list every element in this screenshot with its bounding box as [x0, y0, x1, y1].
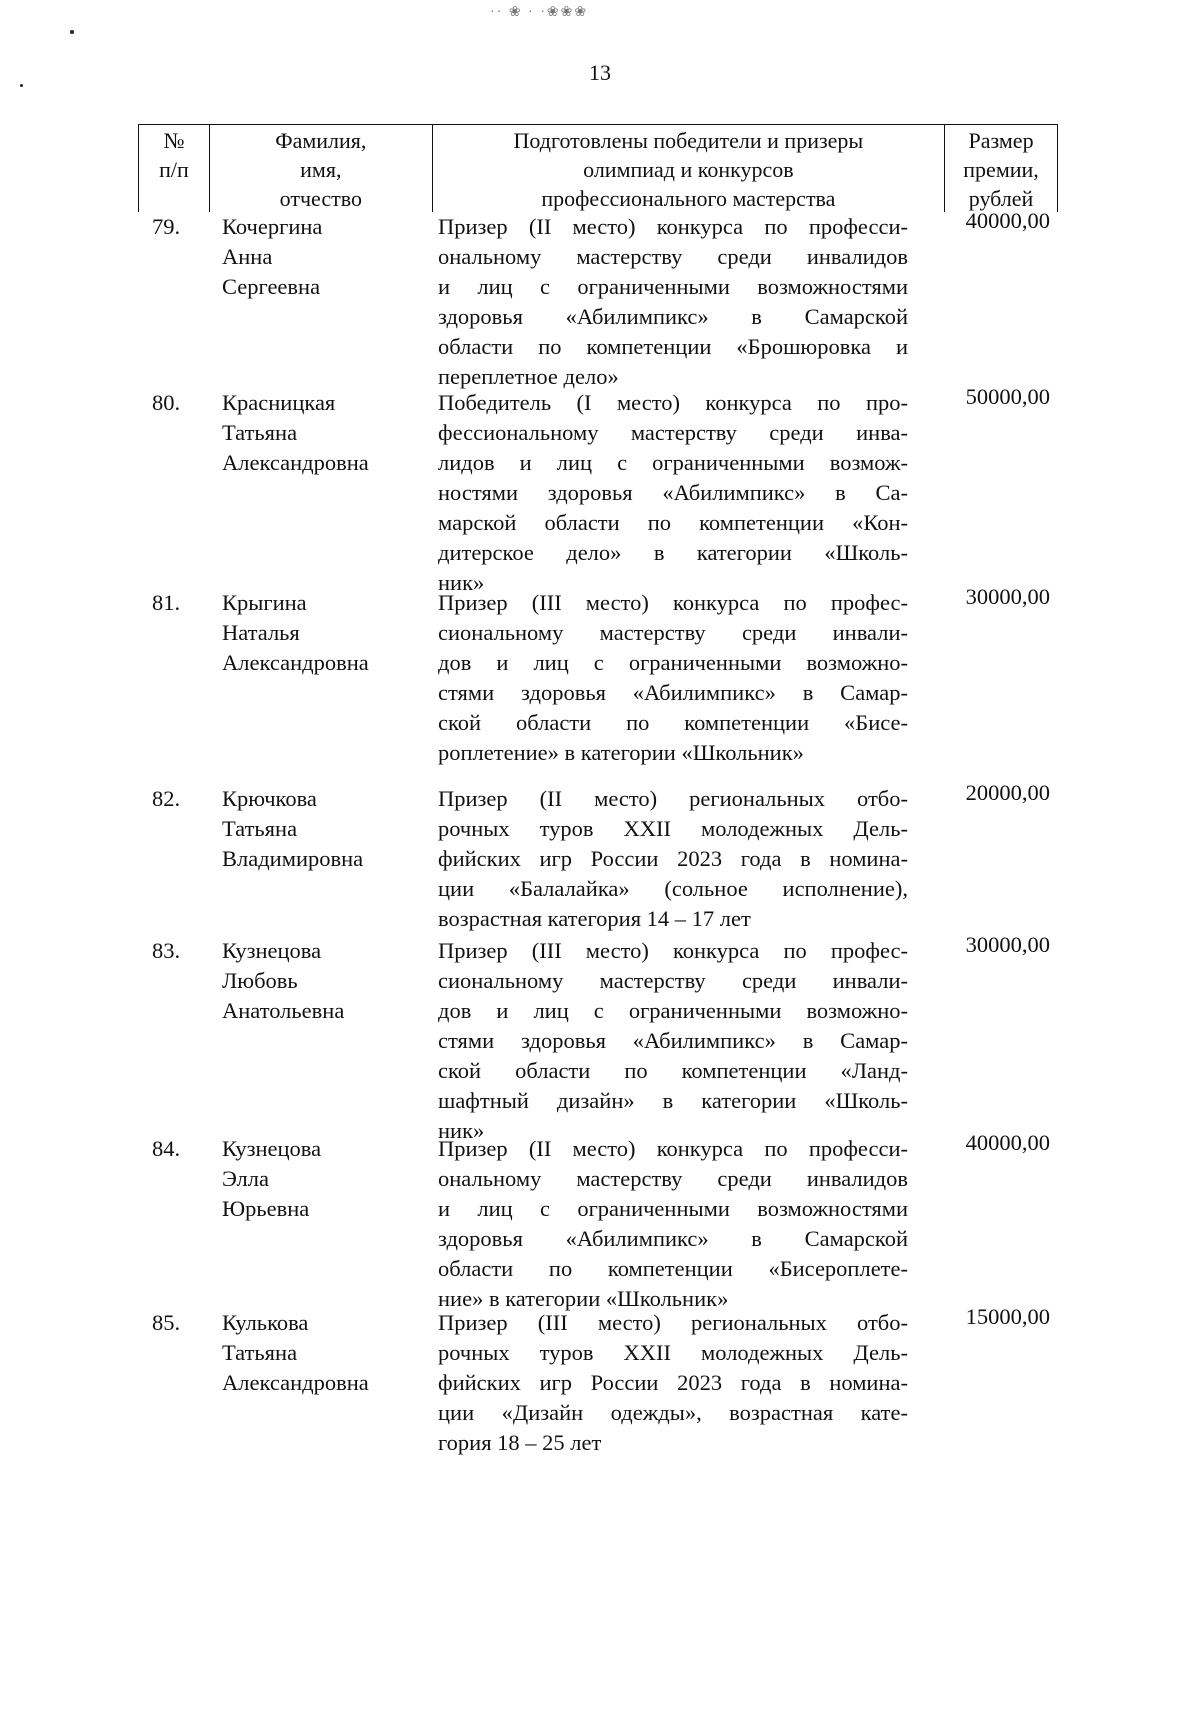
description-line: рочных туров XXII молодежных Дель-: [438, 816, 908, 841]
header-num: № п/п: [139, 125, 210, 212]
header-amount: Размер премии, рублей: [963, 128, 1039, 211]
name-part: Юрьевна: [222, 1196, 310, 1221]
description-line: ции «Балалайка» (сольное исполнение),: [438, 876, 908, 901]
description-line: и лиц с ограниченными возможностями: [438, 1196, 908, 1221]
description-line: Призер (III место) региональных отбо-: [438, 1310, 908, 1335]
description-line: ник»: [438, 1118, 485, 1143]
row-number: 84.: [152, 1136, 181, 1161]
description-line: ской области по компетенции «Ланд-: [438, 1058, 908, 1083]
page-number: 13: [589, 60, 611, 85]
description-line: ональному мастерству среди инвалидов: [438, 244, 908, 269]
description-line: ональному мастерству среди инвалидов: [438, 1166, 908, 1191]
name-part: Анатольевна: [222, 998, 345, 1023]
description-line: ции «Дизайн одежды», возрастная кате-: [438, 1400, 908, 1425]
description-line: роплетение» в категории «Школьник»: [438, 740, 804, 765]
description-line: дов и лиц с ограниченными возможно-: [438, 998, 908, 1023]
description-line: рочных туров XXII молодежных Дель-: [438, 1340, 908, 1365]
description-line: ние» в категории «Школьник»: [438, 1286, 729, 1311]
row-full-name: [222, 784, 363, 874]
row-number: 82.: [152, 786, 181, 811]
description-line: дитерское дело» в категории «Школь-: [438, 540, 908, 565]
name-part: Сергеевна: [222, 274, 321, 299]
name-part: Кузнецова: [222, 1136, 322, 1161]
name-part: Александровна: [222, 450, 369, 475]
name-part: Кочергина: [222, 214, 323, 239]
row-amount: 50000,00: [965, 384, 1050, 409]
row-description: [438, 388, 908, 598]
row-full-name: [222, 212, 322, 302]
header-name: Фамилия, имя, отчество: [210, 125, 433, 212]
name-part: Александровна: [222, 650, 369, 675]
row-description: [438, 1308, 908, 1458]
description-line: марской области по компетенции «Кон-: [438, 510, 908, 535]
description-line: сиональному мастерству среди инвали-: [438, 620, 908, 645]
description-line: Призер (III место) конкурса по профес-: [438, 938, 908, 963]
name-part: Владимировна: [222, 846, 364, 871]
name-part: Красницкая: [222, 390, 336, 415]
description-line: лидов и лиц с ограниченными возмож-: [438, 450, 908, 475]
row-full-name: [222, 1134, 321, 1224]
row-amount: 40000,00: [965, 1130, 1050, 1155]
description-line: и лиц с ограниченными возможностями: [438, 274, 908, 299]
row-amount: 20000,00: [965, 780, 1050, 805]
description-line: стями здоровья «Абилимпикс» в Самар-: [438, 680, 908, 705]
row-amount: 15000,00: [965, 1304, 1050, 1329]
description-line: ник»: [438, 570, 485, 595]
name-part: Крючкова: [222, 786, 317, 811]
scan-speck: [70, 30, 74, 34]
row-description: [438, 936, 908, 1146]
description-line: сиональному мастерству среди инвали-: [438, 968, 908, 993]
description-line: фийских игр России 2023 года в номина-: [438, 846, 908, 871]
name-part: Татьяна: [222, 420, 298, 445]
row-number: 83.: [152, 938, 181, 963]
row-full-name: [222, 388, 369, 478]
scan-stamp-marks: ·· ❀ · ·❀❀❀: [490, 5, 589, 20]
description-line: возрастная категория 14 – 17 лет: [438, 906, 751, 931]
header-description: Подготовлены победители и призеры олимпиад и конкурсов профессионального мастерства: [433, 125, 945, 212]
row-description: [438, 588, 908, 768]
name-part: Александровна: [222, 1370, 369, 1395]
description-line: Призер (II место) региональных отбо-: [438, 786, 908, 811]
row-amount: 30000,00: [965, 584, 1050, 609]
row-full-name: [222, 588, 369, 678]
name-part: Кузнецова: [222, 938, 322, 963]
description-line: здоровья «Абилимпикс» в Самарской: [438, 1226, 908, 1251]
description-line: Призер (III место) конкурса по профес-: [438, 590, 908, 615]
row-amount: 30000,00: [965, 932, 1050, 957]
description-line: фессиональному мастерству среди инва-: [438, 420, 908, 445]
row-description: [438, 784, 908, 934]
row-number: 85.: [152, 1310, 181, 1335]
description-line: Призер (II место) конкурса по професси-: [438, 214, 908, 239]
description-line: фийских игр России 2023 года в номина-: [438, 1370, 908, 1395]
description-line: области по компетенции «Бисероплете-: [438, 1256, 908, 1281]
row-description: [438, 212, 908, 392]
description-line: здоровья «Абилимпикс» в Самарской: [438, 304, 908, 329]
row-full-name: [222, 936, 344, 1026]
table-header: [138, 124, 1058, 212]
description-line: шафтный дизайн» в категории «Школь-: [438, 1088, 908, 1113]
row-description: [438, 1134, 908, 1314]
row-full-name: [222, 1308, 369, 1398]
description-line: стями здоровья «Абилимпикс» в Самар-: [438, 1028, 908, 1053]
name-part: Кулькова: [222, 1310, 309, 1335]
row-number: 81.: [152, 590, 181, 615]
row-amount: 40000,00: [965, 208, 1050, 233]
row-number: 80.: [152, 390, 181, 415]
name-part: Анна: [222, 244, 273, 269]
row-number: 79.: [152, 214, 181, 239]
name-part: Наталья: [222, 620, 300, 645]
name-part: Татьяна: [222, 816, 298, 841]
name-part: Элла: [222, 1166, 269, 1191]
name-part: Татьяна: [222, 1340, 298, 1365]
description-line: области по компетенции «Брошюровка и: [438, 334, 908, 359]
name-part: Крыгина: [222, 590, 307, 615]
description-line: Победитель (I место) конкурса по про-: [438, 390, 908, 415]
description-line: ностями здоровья «Абилимпикс» в Са-: [438, 480, 908, 505]
description-line: гория 18 – 25 лет: [438, 1430, 602, 1455]
name-part: Любовь: [222, 968, 298, 993]
description-line: ской области по компетенции «Бисе-: [438, 710, 908, 735]
description-line: Призер (II место) конкурса по професси-: [438, 1136, 908, 1161]
description-line: дов и лиц с ограниченными возможно-: [438, 650, 908, 675]
description-line: переплетное дело»: [438, 364, 619, 389]
